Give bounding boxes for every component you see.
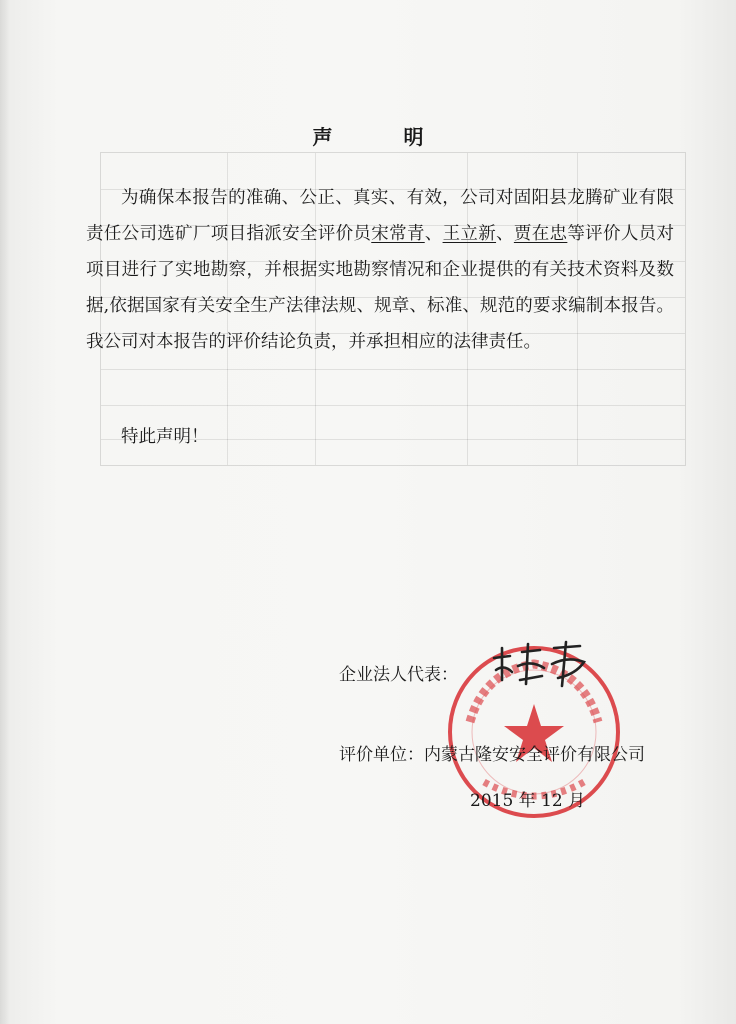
evaluator-name: 贾在忠 [513, 224, 568, 244]
paragraph-text-start: 为确保本报告的准确、公正、真实、有效，公司对固阳县龙腾矿业有限责任公司选矿厂项目指派安全评价员 [86, 188, 674, 244]
name-separator: 、 [496, 224, 514, 244]
page-title: 声 明 [312, 125, 456, 149]
evaluator-name: 宋常青 [371, 224, 425, 244]
name-separator: 、 [424, 224, 443, 244]
statement-body [86, 180, 674, 360]
document-date: 2015 年 12 月 [470, 791, 586, 811]
closing-statement: 特此声明！ [121, 427, 209, 447]
evaluation-organization [339, 740, 645, 765]
statement-paragraph [86, 180, 674, 360]
org-label: 评价单位： [339, 745, 424, 765]
handwritten-signature [488, 640, 598, 690]
org-name: 内蒙古隆安安全评价有限公司 [424, 745, 645, 765]
evaluator-name: 王立新 [442, 224, 497, 244]
page-edge-shadow [0, 0, 10, 1024]
legal-representative-label: 企业法人代表： [339, 665, 458, 685]
paragraph-text-end: 等评价人员对项目进行了实地勘察，并根据实地勘察情况和企业提供的有关技术资料及数据,依据国家有关安全生产法律法规、规章、标准、规范的要求编制本报告。我公司对本报告的评价结论负责，并承担相应的法律责任。 [86, 224, 674, 352]
